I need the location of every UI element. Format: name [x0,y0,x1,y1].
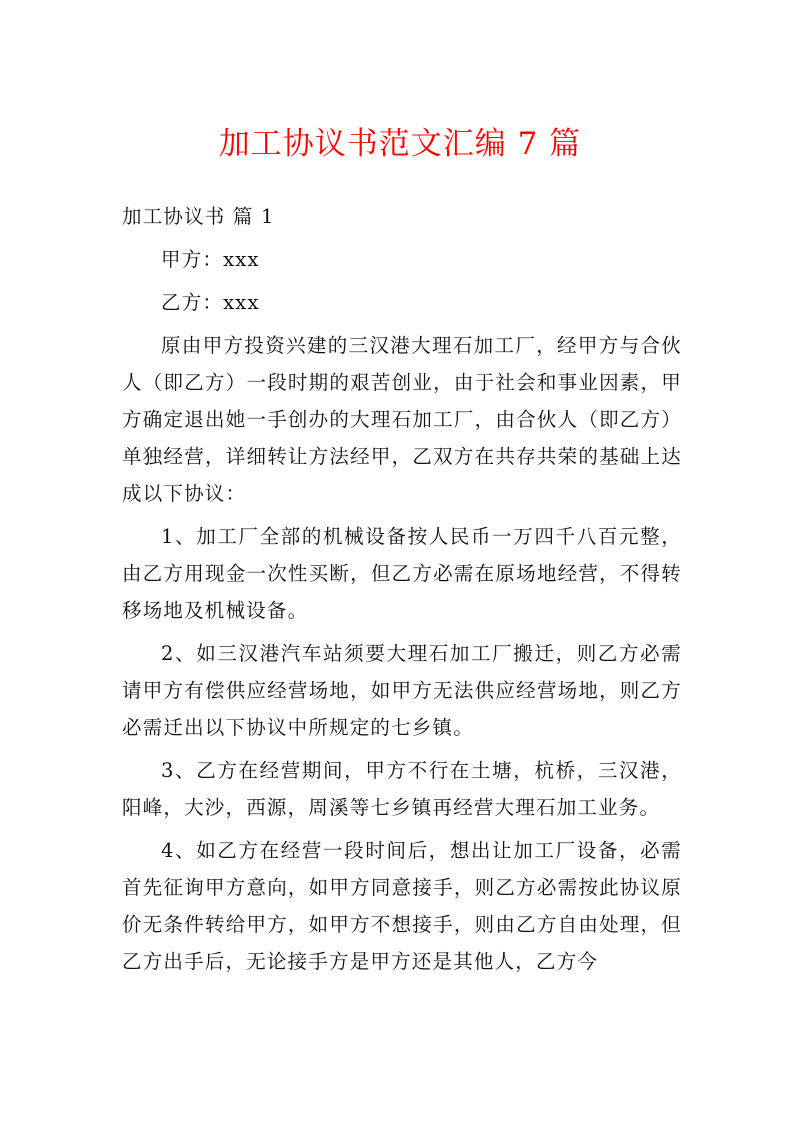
clause-1: 1、加工厂全部的机械设备按人民币一万四千八百元整，由乙方用现金一次性买断，但乙方必需在原场地经营，不得转移场地及机械设备。 [122,525,682,622]
party-a-line: 甲方：xxx [161,248,260,271]
intro-paragraph: 原由甲方投资兴建的三汉港大理石加工厂，经甲方与合伙人（即乙方）一段时期的艰苦创业，由于社会和事业因素，甲方确定退出她一手创办的大理石加工厂，由合伙人（即乙方）单独经营，详细转让方法经甲，乙双方在共存共荣的基础上达成以下协议： [122,334,682,505]
party-b-line: 乙方：xxx [161,291,260,314]
clause-3: 3、乙方在经营期间，甲方不行在土塘，杭桥，三汉港，阳峰，大沙，西源，周溪等七乡镇再经营大理石加工业务。 [122,759,682,819]
document-title: 加工协议书范文汇编 7 篇 [218,126,582,162]
clause-4: 4、如乙方在经营一段时间后，想出让加工厂设备，必需首先征询甲方意向，如甲方同意接手，则乙方必需按此协议原价无条件转给甲方，如甲方不想接手，则由乙方自由处理，但乙方出手后，无论接手方是甲方还是其他人，乙方今 [122,839,682,973]
clause-2: 2、如三汉港汽车站须要大理石加工厂搬迁，则乙方必需请甲方有偿供应经营场地，如甲方无法供应经营场地，则乙方必需迁出以下协议中所规定的七乡镇。 [122,642,682,739]
document-body [122,198,682,986]
section-heading: 加工协议书 篇 1 [122,205,275,228]
